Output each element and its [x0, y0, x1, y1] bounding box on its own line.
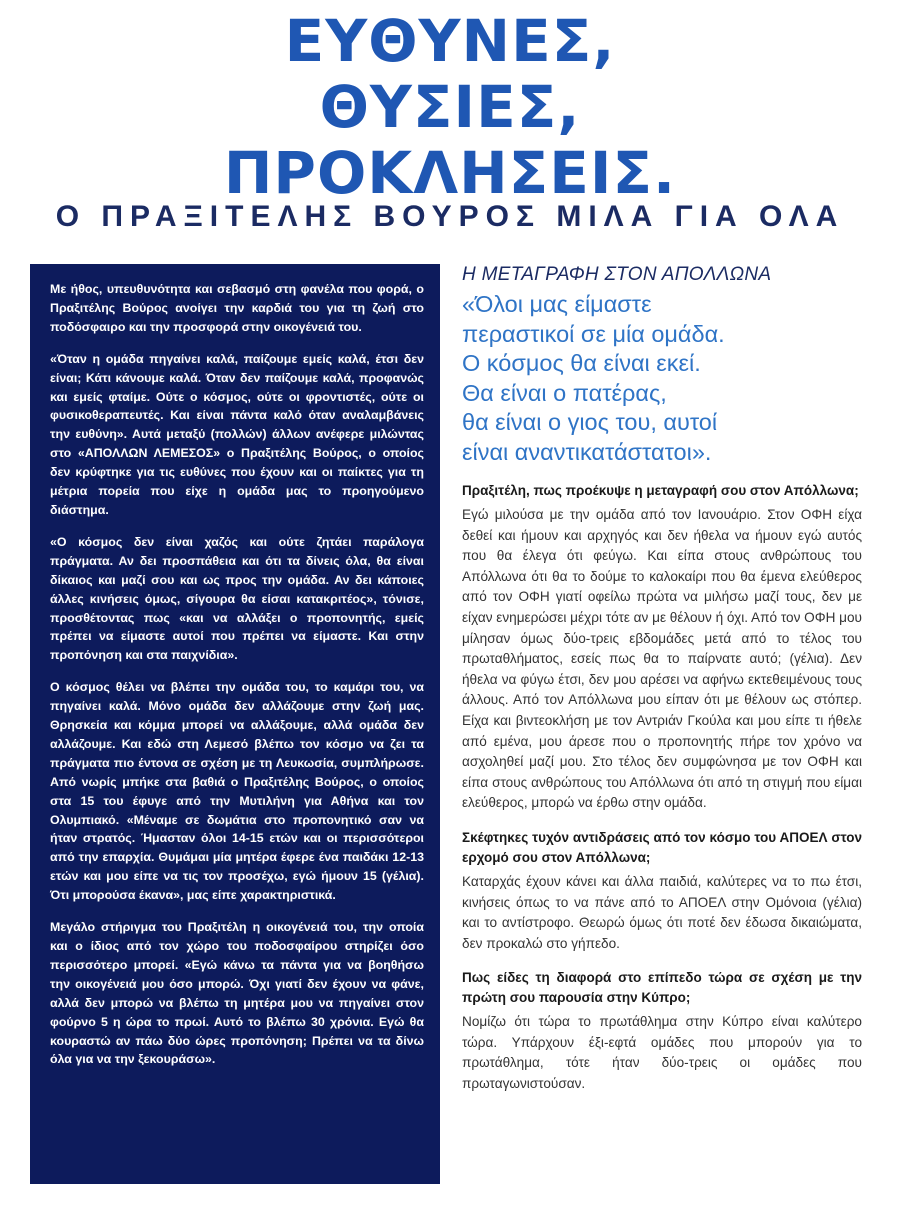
intro-paragraph: Μεγάλο στήριγμα του Πραξιτέλη η οικογένειά του, την οποία και ο ίδιος από τον χώρο του ποδοσφαίρου στηρίζει όσο περισσότερο μπορεί. «Εγώ κάνω τα πάντα για να βοηθήσω την οικογένειά μου όσο μπορώ. Όχι γιατί δεν έχουν να φάνε, αλλά δεν μπορώ να βλέπω τη μητέρα μου να πηγαίνει στον φούρνο 5 η ώρα το πρωί. Αυτό το βλέπω 30 χρόνια. Εγώ θα κουραστώ αν πάω δύο ώρες προπόνηση; Πρέπει να τα δίνω όλα για να την ξεκουράσω».	[50, 920, 424, 1067]
headline-line-3: ΠΡΟΚΛΗΣΕΙΣ.	[223, 139, 677, 207]
qa-block	[462, 828, 862, 954]
interview-question: Πραξιτέλη, πως προέκυψε η μεταγραφή σου στον Απόλλωνα;	[462, 483, 859, 498]
intro-column	[30, 264, 440, 1184]
qa-block	[462, 968, 862, 1094]
headline	[0, 8, 900, 206]
pull-quote-line: «Όλοι μας είμαστε	[462, 291, 652, 317]
intro-paragraph: «Όταν η ομάδα πηγαίνει καλά, παίζουμε εμείς καλά, έτσι δεν είναι; Κάτι κάνουμε καλά. Όταν δεν παίζουμε καλά, προφανώς και εμείς φταίμε. Ούτε ο κόσμος, ούτε οι φροντιστές, ούτε οι φυσικοθεραπευτές. Και είναι πάντα καλό όταν αναλαμβάνεις την ευθύνη». Αυτά μεταξύ (πολλών) άλλων ανέφερε μιλώντας στο «ΑΠΟΛΛΩΝ ΛΕΜΕΣΟΣ» ο Πραξιτέλης Βούρος, ο οποίος δεν κρύφτηκε για τις ευθύνες που έχουν και οι παίκτες για τη μέτρια πορεία που είχε η ομάδα μας το προηγούμενο διάστημα.	[50, 351, 424, 517]
section-kicker: Η ΜΕΤΑΓΡΑΦΗ ΣΤΟΝ ΑΠΟΛΛΩΝΑ	[462, 264, 772, 285]
pull-quote-line: περαστικοί σε μία ομάδα.	[462, 320, 725, 347]
interview-answer: Νομίζω ότι τώρα το πρωτάθλημα στην Κύπρο είναι καλύτερο τώρα. Υπάρχουν έξι-εφτά ομάδες που μπορούν για το πρωτάθλημα, τότε ήταν δύο-τρεις οι ομάδες που πρωταγωνιστούσαν.	[462, 1014, 862, 1092]
intro-paragraph: Ο κόσμος θέλει να βλέπει την ομάδα του, το καμάρι του, να πηγαίνει καλά. Μόνο ομάδα δεν αλλάζουμε στην ζωή μας. Θρησκεία και κόμμα μπορεί να αλλάξουμε, αλλά ομάδα δεν αλλάζουμε. Και εδώ στη Λεμεσό βλέπω τον κόσμο να ζει τα πράγματα πιο έντονα σε σχέση με τη Λευκωσία, συμπλήρωσε. Από νωρίς μπήκε στα βαθιά ο Πραξιτέλης Βούρος, ο οποίος στα 15 του έφυγε από την Μυτιλήνη για Αθήνα και τον Ολυμπιακό. «Μέναμε σε δωμάτια στο προπονητικό σαν να ήταν στρατός. Ήμασταν όλοι 14-15 ετών και οι περισσότεροι από την επαρχία. Θυμάμαι μία μητέρα έφερε ένα παιδάκι 12-13 ετών και μου είπε να τις τον προσέχω, εγώ ήμουν 15 (γέλια). Ότι μπορούσα έκανα», μας είπε χαρακτηριστικά.	[50, 680, 424, 903]
pull-quote	[462, 290, 862, 467]
interview-question: Σκέφτηκες τυχόν αντιδράσεις από τον κόσμο του ΑΠΟΕΛ στον ερχομό σου στον Απόλλωνα;	[462, 829, 862, 865]
interview-question: Πως είδες τη διαφορά στο επίπεδο τώρα σε σχέση με την πρώτη σου παρουσία στην Κύπρο;	[462, 970, 862, 1006]
subtitle: Ο ΠΡΑΞΙΤΕΛΗΣ ΒΟΥΡΟΣ ΜΙΛΑ ΓΙΑ ΟΛΑ	[55, 200, 845, 233]
headline-line-2: ΘΥΣΙΕΣ,	[319, 73, 581, 141]
pull-quote-line: θα είναι ο γιος του, αυτοί	[462, 409, 718, 435]
pull-quote-line: Θα είναι ο πατέρας,	[462, 379, 667, 406]
interview-answer: Καταρχάς έχουν κάνει και άλλα παιδιά, καλύτερες να το πω έτσι, κινήσεις όπως το να πάνε από το ΑΠΟΕΛ στην Ομόνοια (γέλια) και το αντίστροφο. Θεωρώ όμως ότι ποτέ δεν έδωσα δικαιώματα, δεν προκαλώ στο γήπεδο.	[462, 873, 862, 951]
pull-quote-line: είναι αναντικατάστατοι».	[462, 438, 712, 465]
qa-block	[462, 481, 862, 814]
intro-paragraph: Με ήθος, υπευθυνότητα και σεβασμό στη φανέλα που φορά, ο Πραξιτέλης Βούρος ανοίγει την καρδιά του για τη ζωή στο ποδόσφαιρο και την προσφορά στην οικογένειά του.	[50, 282, 424, 334]
headline-line-1: ΕΥΘΥΝΕΣ,	[284, 7, 616, 75]
interview-answer: Εγώ μιλούσα με την ομάδα από τον Ιανουάριο. Στον ΟΦΗ είχα δεθεί και ήμουν και αρχηγός και δεν ήθελα να ήμουν εγώ αυτός που θα έλεγα ότι φεύγω. Και είπα στους ανθρώπους του Απόλλωνα ότι θα το δούμε το καλοκαίρι που θα έμενα ελεύθερος από τον ΟΦΗ γιατί οφείλω πρώτα να μιλήσω μαζί τους, δεν με είχαν ενημερώσει μέχρι τότε αν με θέλουν ή όχι. Από τον ΟΦΗ μου μίλησαν όμως δύο-τρεις εβδομάδες μετά από το τέλος του πρωταθλήματος, εσείς πως θα το παίρνατε αυτό; (γέλια). Δεν ήθελα να φύγω έτσι, δεν μου αρέσει να αφήνω εκτεθειμένους τους άλλους. Από τον Απόλλωνα μου είπαν ότι με θέλουν ως στόπερ. Είχα και βιντεοκλήση με τον Αντριάν Γκούλα και μου είπε τι ήθελε από εμένα, μου άρεσε που ο προπονητής πήρε τον χρόνο να ασχοληθεί μαζί μου. Στο τέλος δεν συμφώνησα με τον ΟΦΗ και είπα στους ανθρώπους του Απόλλωνα ότι από τη στιγμή που είμαι ελεύθερος, μπορώ να έρθω στην ομάδα.	[462, 507, 862, 811]
pull-quote-line: Ο κόσμος θα είναι εκεί.	[462, 350, 701, 376]
interview-column	[462, 264, 862, 1109]
intro-paragraph: «Ο κόσμος δεν είναι χαζός και ούτε ζητάει παράλογα πράγματα. Αν δει προσπάθεια και ότι τα δίνεις όλα, θα είναι δίκαιος και μαζί σου και ως προς την ομάδα. Αν δει κάποιες άλλες κινήσεις όμως, σίγουρα θα είσαι κατακριτέος», τόνισε, προσθέτοντας πως «και να αλλάξει ο προπονητής, εμείς πρέπει να είμαστε αυτοί που πρέπει να είμαστε. Και στην προπόνηση και στα παιχνίδια».	[50, 534, 424, 663]
